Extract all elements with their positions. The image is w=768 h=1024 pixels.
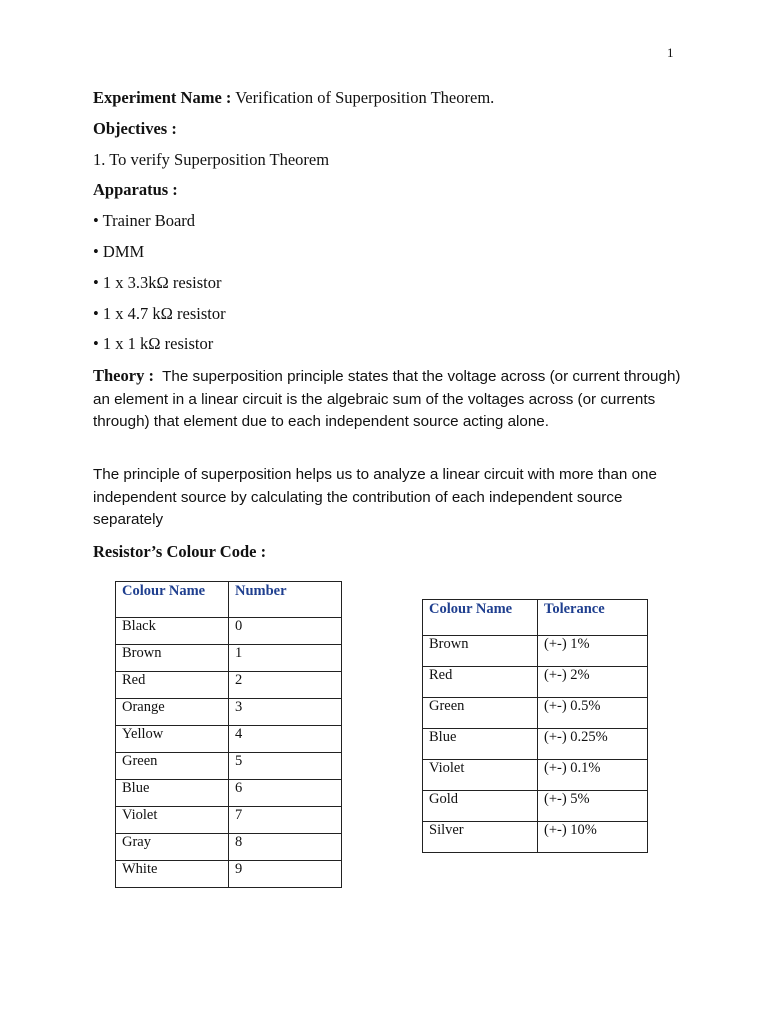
table-row	[116, 672, 342, 699]
apparatus-item: • 1 x 4.7 kΩ resistor	[93, 304, 226, 323]
colour-name-cell: Orange	[116, 699, 229, 726]
experiment-name-value: Verification of Superposition Theorem.	[235, 88, 495, 107]
table-row	[116, 861, 342, 888]
value-cell: (+-) 10%	[538, 822, 648, 853]
colour-number-table	[115, 581, 342, 888]
objectives-heading: Objectives :	[93, 119, 177, 138]
table-row	[423, 636, 648, 667]
table-row	[423, 667, 648, 698]
value-cell: 4	[229, 726, 342, 753]
theory-label: Theory :	[93, 366, 154, 385]
table-row	[423, 698, 648, 729]
colour-name-cell: Green	[116, 753, 229, 780]
colour-name-cell: Yellow	[116, 726, 229, 753]
value-cell: (+-) 1%	[538, 636, 648, 667]
colour-name-cell: Gray	[116, 834, 229, 861]
tolerance-table	[422, 599, 648, 853]
value-cell: (+-) 0.5%	[538, 698, 648, 729]
colour-code-heading: Resistor’s Colour Code :	[93, 542, 267, 561]
table-header-row	[116, 582, 342, 618]
value-cell: (+-) 0.1%	[538, 760, 648, 791]
superposition-paragraph: The principle of superposition helps us to analyze a linear circuit with more than one independent source by calculating the contribution of each independent source separately	[93, 466, 657, 528]
colour-name-cell: Blue	[116, 780, 229, 807]
table-row	[423, 791, 648, 822]
table-row	[116, 618, 342, 645]
table-row	[116, 807, 342, 834]
value-cell: (+-) 5%	[538, 791, 648, 822]
value-cell: 9	[229, 861, 342, 888]
column-header: Colour Name	[116, 582, 229, 618]
table-row	[116, 753, 342, 780]
table-row	[423, 822, 648, 853]
value-cell: (+-) 2%	[538, 667, 648, 698]
column-header: Colour Name	[423, 600, 538, 636]
colour-name-cell: Brown	[116, 645, 229, 672]
colour-name-cell: Green	[423, 698, 538, 729]
colour-name-cell: Silver	[423, 822, 538, 853]
colour-name-cell: Brown	[423, 636, 538, 667]
theory-paragraph	[93, 365, 683, 434]
value-cell: (+-) 0.25%	[538, 729, 648, 760]
apparatus-item: • 1 x 3.3kΩ resistor	[93, 273, 222, 292]
theory-text: The superposition principle states that the voltage across (or current through) an element in a linear circuit is the algebraic sum of the voltages across (or currents through) that element due to each independent source acting alone.	[93, 368, 681, 430]
table-row	[116, 699, 342, 726]
experiment-name-label: Experiment Name :	[93, 88, 232, 107]
page-number: 1	[667, 45, 674, 60]
column-header: Tolerance	[538, 600, 648, 636]
colour-name-cell: Violet	[116, 807, 229, 834]
column-header: Number	[229, 582, 342, 618]
colour-name-cell: Red	[423, 667, 538, 698]
objective-item: 1. To verify Superposition Theorem	[93, 150, 330, 169]
colour-name-cell: Blue	[423, 729, 538, 760]
table-row	[116, 726, 342, 753]
apparatus-item: • DMM	[93, 242, 145, 261]
colour-name-cell: Gold	[423, 791, 538, 822]
table-header-row	[423, 600, 648, 636]
table-row	[116, 645, 342, 672]
table-row	[116, 780, 342, 807]
table-row	[423, 760, 648, 791]
colour-name-cell: White	[116, 861, 229, 888]
colour-name-cell: Red	[116, 672, 229, 699]
experiment-name-line	[93, 88, 494, 108]
table-row	[423, 729, 648, 760]
colour-name-cell: Black	[116, 618, 229, 645]
value-cell: 3	[229, 699, 342, 726]
apparatus-item: • 1 x 1 kΩ resistor	[93, 334, 214, 353]
colour-name-cell: Violet	[423, 760, 538, 791]
value-cell: 0	[229, 618, 342, 645]
value-cell: 6	[229, 780, 342, 807]
value-cell: 1	[229, 645, 342, 672]
value-cell: 8	[229, 834, 342, 861]
value-cell: 7	[229, 807, 342, 834]
value-cell: 5	[229, 753, 342, 780]
apparatus-item: • Trainer Board	[93, 211, 196, 230]
table-row	[116, 834, 342, 861]
apparatus-heading: Apparatus :	[93, 180, 178, 199]
value-cell: 2	[229, 672, 342, 699]
